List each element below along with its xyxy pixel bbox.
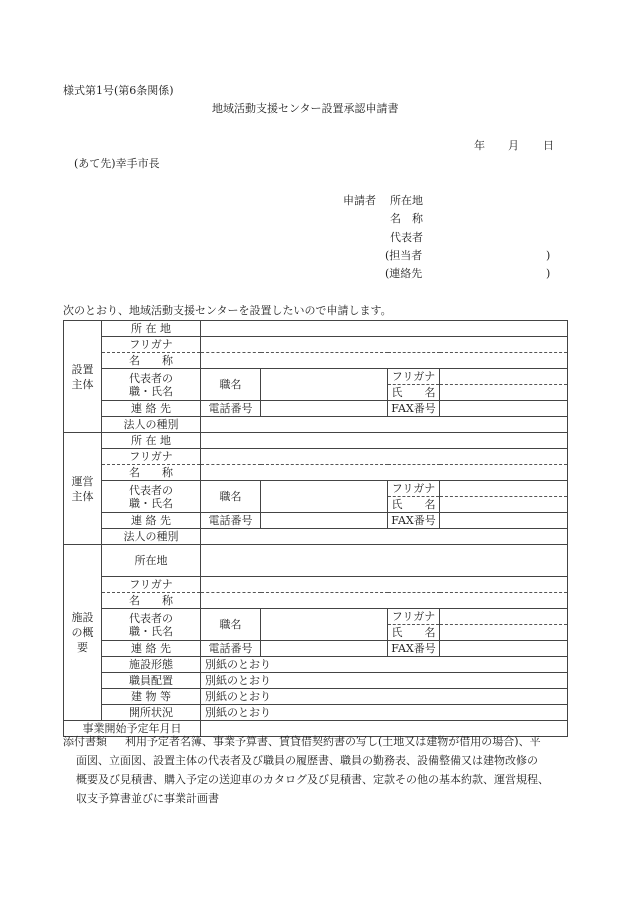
furigana-small-label: フリガナ (388, 369, 440, 385)
attachments-line: 概要及び見積書、購入予定の送迎車のカタログ及び見積書、定款その他の基本約款、運営規程、 (76, 773, 549, 786)
close-paren: ) (546, 267, 551, 280)
rep-line2: 職・氏名 (129, 624, 173, 638)
corp-type-field[interactable] (201, 417, 568, 433)
name-field[interactable] (201, 593, 568, 609)
applicant-representative-label: 代表者 (390, 231, 423, 244)
fax-field[interactable] (440, 641, 568, 657)
rep-furigana-field[interactable] (440, 609, 568, 625)
phone-label: 電話番号 (201, 641, 261, 657)
facility-type-label: 施設形態 (102, 657, 201, 673)
contact-label: 連 絡 先 (102, 401, 201, 417)
furigana-field[interactable] (201, 337, 568, 353)
phone-field[interactable] (261, 513, 388, 529)
corp-type-label: 法人の種別 (102, 529, 201, 545)
job-title-label: 職名 (201, 369, 261, 401)
person-name-label: 氏 名 (388, 497, 440, 513)
furigana-field[interactable] (201, 577, 568, 593)
section-establishing-entity: 設置 主体 (64, 321, 102, 433)
rep-furigana-field[interactable] (440, 481, 568, 497)
rep-name-field[interactable] (440, 497, 568, 513)
rep-line1: 代表者の (129, 483, 173, 497)
rep-line2: 職・氏名 (129, 496, 173, 510)
applicant-address-label: 所在地 (390, 194, 423, 207)
date-day-label: 日 (543, 139, 554, 152)
address-label: 所 在 地 (102, 433, 201, 449)
fax-label: FAX番号 (388, 641, 440, 657)
facility-address-field[interactable] (201, 545, 568, 577)
corp-type-label: 法人の種別 (102, 417, 201, 433)
intro-text: 次のとおり、地域活動支援センターを設置したいので申請します。 (63, 304, 392, 317)
start-date-label: 事業開始予定年月日 (64, 721, 201, 737)
name-field[interactable] (201, 353, 568, 369)
application-form-table (63, 320, 568, 737)
phone-field[interactable] (261, 641, 388, 657)
attachments-label: 添付書類 (63, 735, 107, 748)
form-number: 様式第1号(第6条関係) (63, 84, 174, 97)
opening-value: 別紙のとおり (201, 705, 568, 721)
rep-line1: 代表者の (129, 371, 173, 385)
furigana-label: フリガナ (102, 577, 201, 593)
attachments-section (63, 732, 571, 808)
date-month-label: 月 (508, 139, 519, 152)
name-field[interactable] (201, 465, 568, 481)
furigana-small-label: フリガナ (388, 481, 440, 497)
building-label: 建 物 等 (102, 689, 201, 705)
date-year-label: 年 (474, 139, 485, 152)
attachments-line: 収支予算書並びに事業計画書 (76, 792, 219, 805)
attachments-line: 面図、立面図、設置主体の代表者及び職員の履歴書、職員の勤務表、設備整備又は建物改修の (76, 754, 538, 767)
staff-value: 別紙のとおり (201, 673, 568, 689)
applicant-name-label: 名 称 (390, 212, 423, 225)
contact-label: 連 絡 先 (102, 513, 201, 529)
furigana-small-label: フリガナ (388, 609, 440, 625)
facility-type-value: 別紙のとおり (201, 657, 568, 673)
phone-field[interactable] (261, 401, 388, 417)
job-title-field[interactable] (261, 369, 388, 401)
applicant-contact-info-label: (連絡先 (385, 267, 423, 280)
rep-name-field[interactable] (440, 625, 568, 641)
section-facility-overview: 施設 の概 要 (64, 545, 102, 721)
rep-line1: 代表者の (129, 611, 173, 625)
document-title: 地域活動支援センター設置承認申請書 (212, 102, 399, 115)
representative-label (102, 369, 201, 401)
job-title-field[interactable] (261, 609, 388, 641)
opening-label: 開所状況 (102, 705, 201, 721)
addressee: (あて先)幸手市長 (74, 157, 160, 170)
name-label: 名 称 (102, 593, 201, 609)
phone-label: 電話番号 (201, 513, 261, 529)
job-title-label: 職名 (201, 481, 261, 513)
furigana-label: フリガナ (102, 449, 201, 465)
furigana-label: フリガナ (102, 337, 201, 353)
furigana-field[interactable] (201, 449, 568, 465)
building-value: 別紙のとおり (201, 689, 568, 705)
person-name-label: 氏 名 (388, 625, 440, 641)
representative-label (102, 609, 201, 641)
address-label: 所 在 地 (102, 321, 201, 337)
address-field[interactable] (201, 321, 568, 337)
fax-label: FAX番号 (388, 401, 440, 417)
applicant-contact-person-label: (担当者 (385, 249, 423, 262)
job-title-label: 職名 (201, 609, 261, 641)
facility-address-label: 所在地 (102, 545, 201, 577)
close-paren: ) (546, 249, 551, 262)
phone-label: 電話番号 (201, 401, 261, 417)
rep-line2: 職・氏名 (129, 384, 173, 398)
attachments-line (63, 732, 571, 751)
rep-furigana-field[interactable] (440, 369, 568, 385)
applicant-label: 申請者 (343, 194, 376, 207)
corp-type-field[interactable] (201, 529, 568, 545)
person-name-label: 氏 名 (388, 385, 440, 401)
staff-label: 職員配置 (102, 673, 201, 689)
fax-label: FAX番号 (388, 513, 440, 529)
representative-label (102, 481, 201, 513)
job-title-field[interactable] (261, 481, 388, 513)
attachments-text: 利用予定者名簿、事業予算書、賃貸借契約書の写し(土地又は建物が借用の場合)、平 (125, 735, 541, 748)
rep-name-field[interactable] (440, 385, 568, 401)
section-operating-entity: 運営 主体 (64, 433, 102, 545)
name-label: 名 称 (102, 465, 201, 481)
name-label: 名 称 (102, 353, 201, 369)
fax-field[interactable] (440, 513, 568, 529)
fax-field[interactable] (440, 401, 568, 417)
address-field[interactable] (201, 433, 568, 449)
contact-label: 連 絡 先 (102, 641, 201, 657)
